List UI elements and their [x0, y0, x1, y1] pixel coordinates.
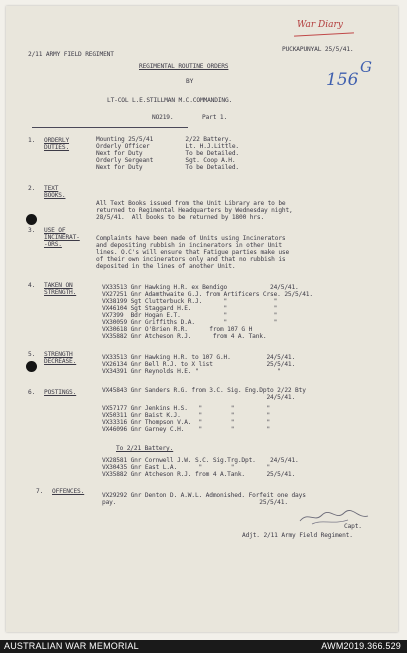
- section-4-line: VX30618 Gnr O'Brien R.R. from 107 G H: [102, 326, 253, 333]
- section-6-subline: VX35882 Gnr Atcheson R.J. from 4 A.Tank. 25/5/41.: [102, 471, 296, 478]
- archive-footer-bar: [0, 640, 407, 653]
- section-1-number: 1.: [28, 137, 36, 144]
- section-4-line: VX38199 Sgt Clutterbuck R.J. " ": [102, 298, 278, 305]
- section-4-line: VX35882 Gnr Atcheson R.J. from 4 A. Tank.: [102, 333, 267, 340]
- by-line: BY: [186, 78, 194, 85]
- section-3-number: 3.: [28, 227, 36, 234]
- section-4-line: VX33513 Gnr Hawking H.R. ex Bendigo 24/5/41.: [102, 284, 299, 291]
- section-2-line: All Text Books issued from the Unit Library are to be: [96, 200, 286, 207]
- section-5-heading-cont: DECREASE.: [44, 358, 77, 365]
- section-3-line: Complaints have been made of Units using Incinerators: [96, 235, 286, 242]
- section-6-line: VX57177 Gnr Jenkins H.S. " " ": [102, 405, 271, 412]
- handwritten-folio-letter: G: [360, 58, 372, 76]
- section-6-line: VX46096 Gnr Garney C.H. " " ": [102, 426, 271, 433]
- section-4-number: 4.: [28, 282, 36, 289]
- section-6-line: VX50311 Gnr Baist K.J. " " ": [102, 412, 271, 419]
- handwritten-war-diary-underline: [294, 32, 354, 36]
- section-3-heading-cont: -ORS.: [44, 241, 62, 248]
- section-5-line: VX26134 Gnr Bell R.J. to X list 25/5/41.: [102, 361, 296, 368]
- section-1-heading: ORDERLY: [44, 137, 70, 144]
- order-number: NO219.: [152, 114, 174, 121]
- place-and-date: PUCKAPUNYAL 25/5/41.: [282, 46, 354, 53]
- section-7-number: 7.: [36, 488, 44, 495]
- section-6-line: 24/5/41.: [102, 394, 296, 401]
- section-4-line: VX27251 Gnr Adamthwaite G.J. from Artificers Crse. 25/5/41.: [102, 291, 313, 298]
- section-4-line: VX46104 Sgt Staggard H.E. " ": [102, 305, 278, 312]
- section-6-line: VX33316 Gnr Thompson V.A. " " ": [102, 419, 271, 426]
- section-1-line: Mounting 25/5/41 2/22 Battery.: [96, 136, 232, 143]
- section-6-subline: VX28581 Gnr Cornwell J.W. S.C. Sig.Trg.Dpt. 24/5/41.: [102, 457, 299, 464]
- binder-hole-top: [26, 214, 37, 225]
- section-2-line: returned to Regimental Headquarters by Wednesday night,: [96, 207, 293, 214]
- section-3-line: deposited in the lines of another Unit.: [96, 263, 236, 270]
- section-1-heading-cont: DUTIES.: [44, 144, 70, 151]
- handwritten-war-diary-note: War Diary: [297, 20, 343, 30]
- part-number: Part 1.: [202, 114, 228, 121]
- section-1-line: Next for Duty To be Detailed.: [96, 150, 240, 157]
- signature-title: Adjt. 2/11 Army Field Regiment.: [242, 532, 353, 539]
- signature-rank: Capt.: [344, 523, 362, 530]
- section-1-line: Next for Duty To be Detailed.: [96, 164, 240, 171]
- footer-accession-number: AWM2019.366.529: [321, 641, 401, 651]
- section-3-heading: USE OF: [44, 227, 66, 234]
- section-6-number: 6.: [28, 389, 36, 396]
- commander-line: LT-COL L.E.STILLMAN M.C.COMMANDING.: [107, 97, 233, 104]
- section-7-heading: OFFENCES.: [52, 488, 85, 495]
- document-sheet: [6, 6, 398, 632]
- binder-hole-bottom: [26, 361, 37, 372]
- section-7-line: pay. 25/5/41.: [102, 499, 288, 506]
- footer-institution: AUSTRALIAN WAR MEMORIAL: [4, 641, 139, 651]
- section-6-heading: POSTINGS.: [44, 389, 77, 396]
- section-2-heading: TEXT: [44, 185, 59, 192]
- section-3-heading-cont: INCINERAT-: [44, 234, 80, 241]
- handwritten-folio-number: 156: [326, 70, 359, 90]
- section-5-heading: STRENGTH: [44, 351, 73, 358]
- section-6-subheading: To 2/21 Battery.: [116, 445, 174, 452]
- section-5-line: VX34391 Gnr Reynolds H.E. " ": [102, 368, 281, 375]
- section-5-line: VX33513 Gnr Hawking H.R. to 107 G.H. 24/5/41.: [102, 354, 296, 361]
- section-3-line: of their own incinerators only and that no rubbish is: [96, 256, 286, 263]
- section-3-line: and depositing rubbish in incinerators in other Unit: [96, 242, 282, 249]
- section-4-heading: TAKEN ON: [44, 282, 73, 289]
- section-3-line: lines. O.C's will ensure that Fatigue parties make use: [96, 249, 290, 256]
- section-6-subline: VX30435 Gnr East L.A. " " ": [102, 464, 271, 471]
- section-2-line: 28/5/41. All books to be returned by 1800 hrs.: [96, 214, 265, 221]
- header-divider: [32, 127, 188, 128]
- section-4-heading-cont: STRENGTH.: [44, 289, 77, 296]
- section-4-line: VX30059 Gnr Griffiths D.A. " ": [102, 319, 278, 326]
- section-2-heading-cont: BOOKS.: [44, 192, 66, 199]
- section-4-line: VX7399 Bdr Hogan E.T. " ": [102, 312, 278, 319]
- unit-name: 2/11 ARMY FIELD REGIMENT: [28, 51, 114, 58]
- section-2-number: 2.: [28, 185, 36, 192]
- section-7-line: VX29292 Gnr Denton D. A.W.L. Admonished. Forfeit one days: [102, 492, 306, 499]
- document-title: REGIMENTAL ROUTINE ORDERS: [139, 63, 229, 70]
- section-5-number: 5.: [28, 351, 36, 358]
- section-6-line: VX45843 Gnr Sanders R.G. from 3.C. Sig. Eng.Dpto 2/22 Bty: [102, 387, 306, 394]
- section-1-line: Orderly Officer Lt. H.J.Little.: [96, 143, 240, 150]
- section-1-line: Orderly Sergeant Sgt. Coop A.H.: [96, 157, 236, 164]
